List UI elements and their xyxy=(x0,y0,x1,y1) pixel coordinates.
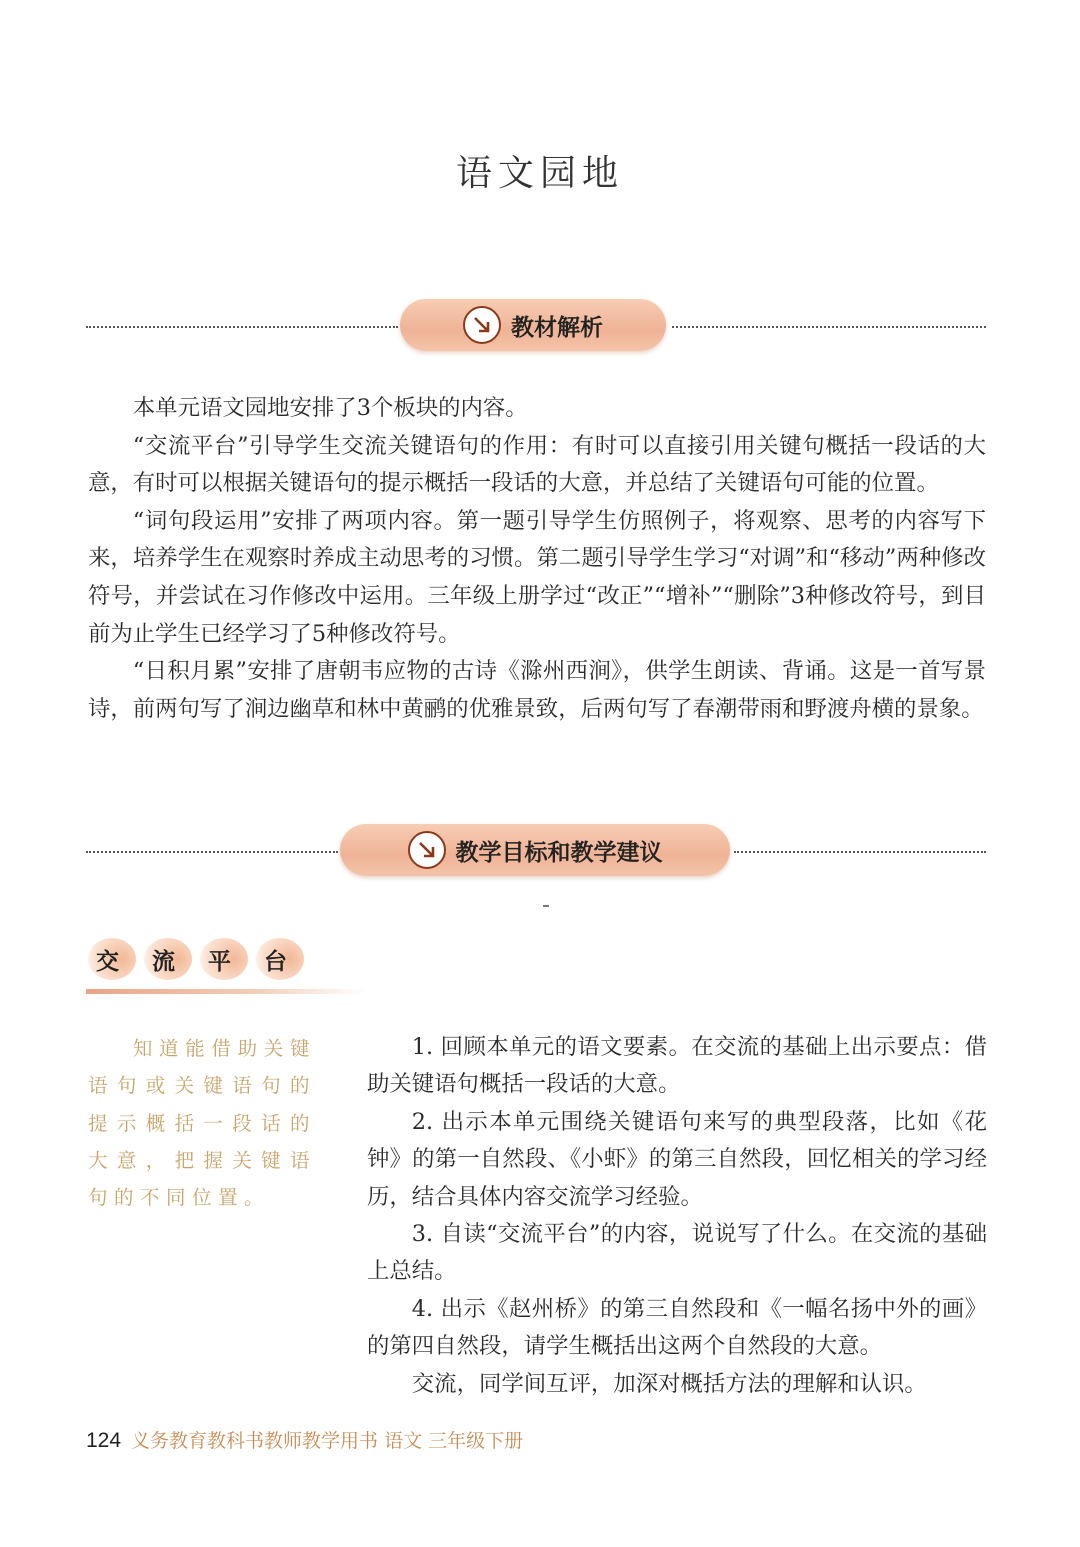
arrow-down-right-icon xyxy=(408,831,446,869)
divider xyxy=(734,851,986,853)
subsection-char: 交 xyxy=(88,938,136,980)
subsection-char: 平 xyxy=(200,938,248,980)
subsection-title xyxy=(88,938,304,980)
divider xyxy=(86,326,398,328)
section-title: 教学目标和教学建议 xyxy=(455,839,663,866)
sidebar-note: 知道能借助关键语句或关键语句的提示概括一段话的大意，把握关键语句的不同位置。 xyxy=(88,1037,316,1210)
subsection-char: 流 xyxy=(144,938,192,980)
page-number: 124 xyxy=(86,1429,122,1452)
step: 4. 出示《赵州桥》的第三自然段和《一幅名扬中外的画》的第四自然段，请学生概括出这两个自然段的大意。 xyxy=(367,1295,987,1360)
section-header-textbook-analysis xyxy=(86,299,986,355)
subsection-char: 台 xyxy=(256,938,304,980)
teaching-steps xyxy=(367,1029,987,1403)
divider xyxy=(86,851,338,853)
book-title: 义务教育教科书教师教学用书 语文 三年级下册 xyxy=(131,1430,524,1452)
section-title: 教材解析 xyxy=(511,314,603,341)
divider xyxy=(672,326,986,328)
step: 1. 回顾本单元的语文要素。在交流的基础上出示要点：借助关键语句概括一段话的大意。 xyxy=(367,1034,987,1098)
step: 3. 自读“交流平台”的内容，说说写了什么。在交流的基础上总结。 xyxy=(367,1221,987,1285)
section-header-goals xyxy=(86,824,986,880)
paragraph: “交流平台”引导学生交流关键语句的作用：有时可以直接引用关键句概括一段话的大意，有时可以根据关键语句的提示概括一段话的大意，并总结了关键语句可能的位置。 xyxy=(88,432,986,497)
step: 2. 出示本单元围绕关键语句来写的典型段落，比如《花钟》的第一自然段、《小虾》的第三自然段，回忆相关的学习经历，结合具体内容交流学习经验。 xyxy=(367,1108,987,1210)
arrow-down-right-icon xyxy=(463,306,501,344)
section-pill xyxy=(340,824,730,876)
step: 交流，同学间互评，加深对概括方法的理解和认识。 xyxy=(411,1370,927,1397)
paragraph: “词句段运用”安排了两项内容。第一题引导学生仿照例子，将观察、思考的内容写下来，培养学生在观察时养成主动思考的习惯。第二题引导学生学习“对调”和“移动”两种修改符号，并尝试在习作修改中运用。三年级上册学过“改正”“增补”“删除”3种修改符号，到目前为止学生已经学习了5种修改符号。 xyxy=(88,507,986,647)
subsection-underline xyxy=(86,989,366,994)
paragraph: “日积月累”安排了唐朝韦应物的古诗《滁州西涧》，供学生朗读、背诵。这是一首写景诗，前两句写了涧边幽草和林中黄鹂的优雅景致，后两句写了春潮带雨和野渡舟横的景象。 xyxy=(88,658,986,722)
page-title: 语文园地 xyxy=(455,153,624,194)
page-footer xyxy=(86,1426,523,1453)
paragraph: 本单元语文园地安排了3个板块的内容。 xyxy=(132,395,528,421)
mark xyxy=(543,905,549,907)
section-pill xyxy=(400,299,666,351)
analysis-text xyxy=(88,390,986,728)
